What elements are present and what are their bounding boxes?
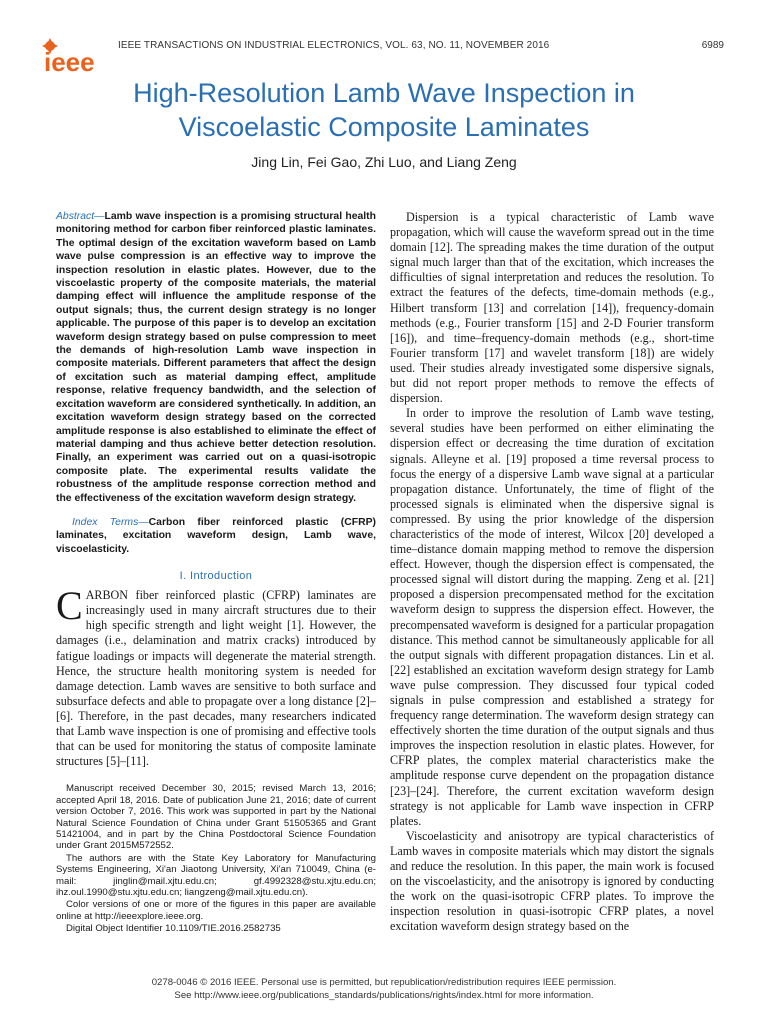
abstract-label: Abstract—	[56, 211, 105, 222]
copyright-footer	[40, 976, 728, 1002]
index-terms-text: Carbon fiber reinforced plastic (CFRP) laminates, excitation waveform design, Lamb wave, viscoelasticity.	[56, 516, 376, 555]
dropcap-letter: C	[56, 583, 83, 629]
intro-paragraph	[56, 583, 376, 769]
footnote-affiliation: The authors are with the State Key Laboratory for Manufacturing Systems Engineering, Xi'an Jiaotong University, Xi'an 710049, China (e-mail: jinglin@mail.xjtu.edu.cn; gf.4992328@stu.xjtu.edu.cn; ihz.oul.1990@stu.xjtu.edu.cn; liangzeng@mail.xjtu.edu.cn).	[56, 852, 376, 898]
paragraph-dispersion: Dispersion is a typical characteristic of Lamb wave propagation, which will cause the waveform spread out in the time domain [12]. The spreading makes the time duration of the output signal much larger than that of the excitation, which increases the difficulties of signal interpretation and reduces the resolution. To extract the features of the defects, time-domain methods (e.g., Hilbert transform [13] and correlation [14]), frequency-domain methods (e.g., Fourier transform [15] and 2-D Fourier transform [16]), and time–frequency-domain methods (e.g., short-time Fourier transform [17] and wavelet transform [18]) are widely used. Their studies already investigated some dispersive signals, but did not report proper methods to remove the effects of dispersion.	[390, 210, 714, 406]
page-number: 6989	[701, 40, 724, 51]
intro-text: ARBON fiber reinforced plastic (CFRP) laminates are increasingly used in many aircraft structures due to their high specific strength and light weight [1]. However, the damages (i.e., delamination and matrix cracks) introduced by fatigue loadings or impacts will degenerate the material strength. Hence, the structure health monitoring system is needed for damage detection. Lamb waves are sensitive to both surface and subsurface defects and able to propagate over a long distance [2]–[6]. Therefore, in the past decades, many researchers indicated that Lamb wave inspection is one of promising and effective tools that can be used for monitoring the status of composite laminate structures [5]–[11].	[56, 588, 376, 769]
title-line-2: Viscoelastic Composite Laminates	[178, 112, 590, 142]
title-line-1: High-Resolution Lamb Wave Inspection in	[133, 78, 635, 108]
footnotes	[56, 783, 376, 934]
svg-text:ieee: ieee	[44, 47, 95, 77]
section-heading-introduction: I. Introduction	[179, 570, 253, 583]
journal-header: IEEE TRANSACTIONS ON INDUSTRIAL ELECTRONICS, VOL. 63, NO. 11, NOVEMBER 2016	[118, 40, 550, 51]
paragraph-viscoelasticity: Viscoelasticity and anisotropy are typical characteristics of Lamb waves in composite materials which may distort the signals and reduce the resolution. In this paper, the main work is focused on the viscoelasticity, and the anisotropy is ignored by conducting the work on the quasi-isotropic CFRP plates. To improve the inspection resolution in quasi-isotropic CFRP plates, a novel excitation waveform design strategy based on the	[390, 828, 714, 934]
footnote-color: Color versions of one or more of the figures in this paper are available online at http://ieeexplore.ieee.org.	[56, 899, 376, 922]
copyright-line-1: 0278-0046 © 2016 IEEE. Personal use is permitted, but republication/redistribution requires IEEE permission.	[151, 977, 617, 988]
index-terms	[56, 516, 376, 556]
ieee-logo	[40, 38, 110, 78]
left-column	[56, 210, 376, 936]
paragraph-resolution: In order to improve the resolution of Lamb wave testing, several studies have been performed on either eliminating the dispersion effect or decreasing the time duration of excitation signals. Alleyne et al. [19] proposed a time reversal process to focus the energy of a dispersive Lamb wave signal at a particular propagation distance. Unfortunately, the time of flight of the processed signals is eliminated when the dispersive signal is compressed. By using the prior knowledge of the dispersion characteristics of the mode of interest, Wilcox [20] developed a time–distance domain mapping method to remove the dispersion effect. However, though the dispersion effect is compensated, the processed signal will distort during the mapping. Zeng et al. [21] proposed a dispersion precompensated method for the excitation waveform design to suppress the dispersion effect. However, the precompensated waveform is designed for a particular propagation distance. This method cannot be simultaneously applicable for all the output signals with different propagation distances. Lin et al. [22] established an excitation waveform design strategy for Lamb wave pulse compression. They discussed four typical coded signals in pulse compression and established a strategy for frequency range determination. The waveform design strategy can effectively shorten the time duration of the output signals and thus improves the inspection resolution in elastic plates. However, for CFRP plates, the complex material characteristics make the amplitude response curve dependent on the propagation distance [23]–[24]. Therefore, the current excitation waveform design strategy is not applicable for Lamb wave inspection in CFRP plates.	[390, 406, 714, 828]
paper-title	[40, 76, 728, 144]
footnote-doi: Digital Object Identifier 10.1109/TIE.2016.2582735	[66, 923, 281, 935]
footnote-manuscript: Manuscript received December 30, 2015; revised March 13, 2016; accepted April 18, 2016. Date of publication June 21, 2016; date of current version October 7, 2016. This work was supported in part by the National Natural Science Foundation of China under Grant 51505365 and Grant 51421004, and in part by the China Postdoctoral Science Foundation under Grant 2015M572552.	[56, 783, 376, 852]
authors: Jing Lin, Fei Gao, Zhi Luo, and Liang Zeng	[251, 154, 517, 170]
abstract	[56, 210, 376, 505]
copyright-line-2: See http://www.ieee.org/publications_standards/publications/rights/index.html for more information.	[174, 990, 594, 1001]
index-terms-label: Index Terms—	[72, 516, 149, 528]
right-column	[390, 210, 714, 935]
abstract-text: Lamb wave inspection is a promising structural health monitoring method for carbon fiber reinforced plastic laminates. The optimal design of the excitation waveform based on Lamb wave pulse compression is an effective way to improve the inspection resolution in elastic plates. However, due to the viscoelastic property of the composite materials, the material damping effect will influence the amplitude response of the output signals; thus, the current design strategy is no longer applicable. The purpose of this paper is to develop an excitation waveform design strategy based on pulse compression to meet the demands of high-resolution Lamb wave inspection in composite materials. Different parameters that affect the design of excitation such as material damping effect, amplitude response, relative frequency bandwidth, and the selection of excitation waveform are considered synthetically. In addition, an excitation waveform design strategy based on the corrected amplitude response is also established to eliminate the effect of material damping and thus achieve better detection resolution. Finally, an experiment was carried out on a quasi-isotropic composite plate. The experimental results validate the robustness of the amplitude response correction method and the effectiveness of the excitation waveform design strategy.	[56, 211, 376, 504]
